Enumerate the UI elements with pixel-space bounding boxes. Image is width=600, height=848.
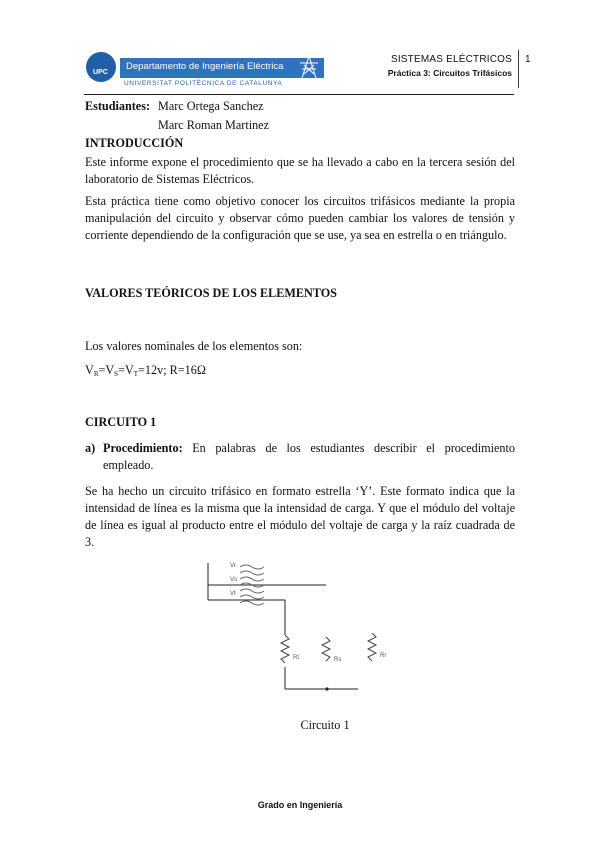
- load-label-rr: Rr: [380, 653, 387, 659]
- intro-paragraph-1: Este informe expone el procedimiento que se ha llevado a cabo en la tercera sesión del laboratorio de Sistemas Eléctricos.: [85, 155, 515, 186]
- list-marker: a): [85, 441, 96, 455]
- practice-title: Práctica 3: Circuitos Trifásicos: [387, 68, 512, 78]
- intro-heading: INTRODUCCIÓN: [85, 136, 184, 150]
- header-divider: [518, 50, 519, 88]
- intro-paragraph-2: Esta práctica tiene como objetivo conocer los circuitos trifásicos mediante la propia manipulación del circuito y observar cómo pueden cambiar los valores de tensión y corriente dependiendo de la configuración que se use, ya sea en estrella o en triángulo.: [85, 194, 515, 242]
- page-number: 1: [525, 54, 531, 65]
- circuit1-paragraph: Se ha hecho un circuito trifásico en formato estrella ‘Y’. Este formato indica que la intensidad de línea es la misma que la intensidad de carga. Y que el módulo del voltaje de línea es igual al producto entre el módulo del voltaje de carga y la raíz cuadrada de 3.: [85, 484, 515, 549]
- source-label-vt: Vt: [230, 591, 236, 597]
- header-rule: [84, 94, 514, 95]
- figure-caption: Circuito 1: [300, 718, 350, 732]
- procedure-label: Procedimiento:: [103, 441, 183, 455]
- upc-seal-icon: UPC: [86, 52, 116, 82]
- circuit1-heading: CIRCUITO 1: [85, 415, 157, 429]
- student-name-2: Marc Roman Martinez: [158, 118, 270, 132]
- circuit1-diagram: [200, 555, 400, 700]
- running-header: [388, 54, 512, 78]
- source-label-vs: Vs: [230, 577, 238, 583]
- nominal-values-formula: $V_R=V_S=V_T=12v$; R=16Ω: [85, 363, 206, 378]
- load-label-rs: Rs: [334, 657, 342, 663]
- theoretical-heading: VALORES TEÓRICOS DE LOS ELEMENTOS: [85, 286, 337, 300]
- students-label: Estudiantes:: [85, 99, 151, 113]
- university-name: UNIVERSITAT POLITÈCNICA DE CATALUNYA: [124, 80, 283, 87]
- department-name: Departamento de Ingeniería Eléctrica: [126, 61, 284, 72]
- student-name-1: Marc Ortega Sanchez: [158, 99, 264, 113]
- page-footer: Grado en Ingeniería: [257, 800, 343, 810]
- load-label-rt: Rt: [293, 655, 299, 661]
- procedure-item: [103, 440, 515, 474]
- source-label-vr: Vr: [230, 563, 236, 569]
- tower-icon: [294, 54, 324, 80]
- course-title: SISTEMAS ELÉCTRICOS: [390, 54, 512, 65]
- procedure-text: En palabras de los estudiantes describir el procedimiento empleado.: [103, 441, 515, 472]
- upc-logo: [86, 52, 324, 90]
- nominal-values-intro: Los valores nominales de los elementos son:: [85, 339, 303, 353]
